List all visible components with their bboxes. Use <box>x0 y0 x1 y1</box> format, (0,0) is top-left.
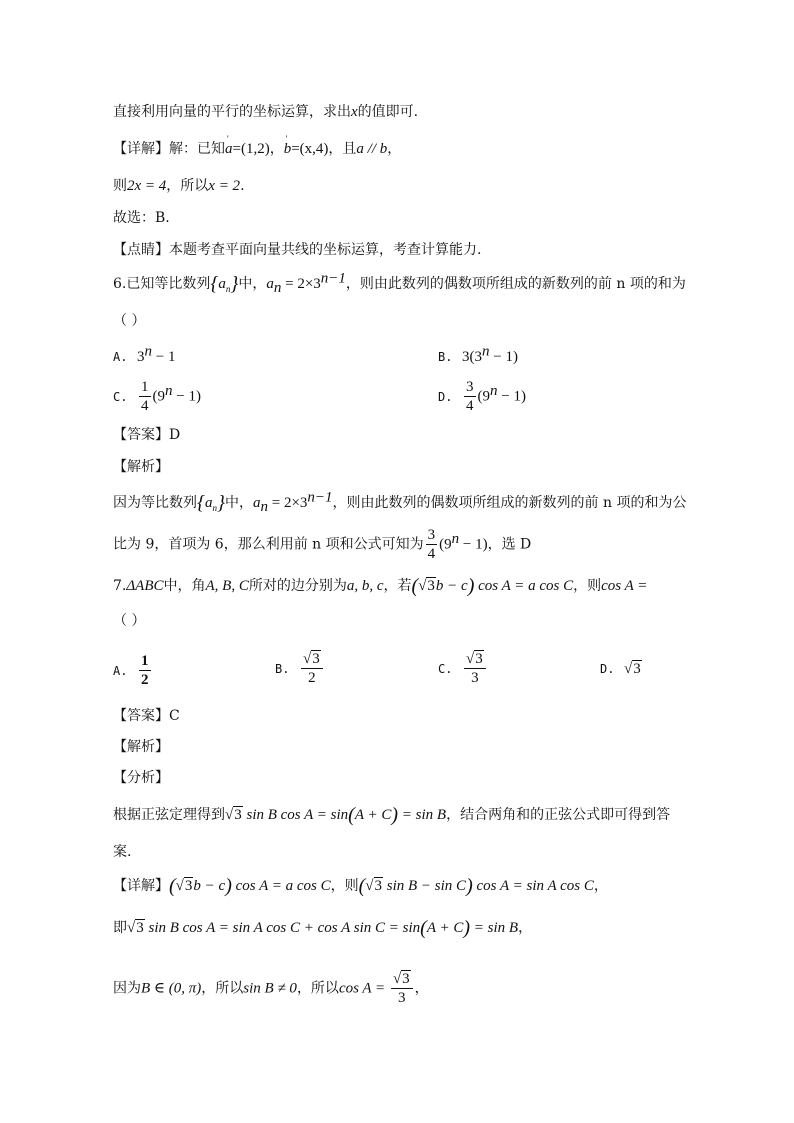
math-exp: n <box>144 343 152 360</box>
detail-line: 因为B ∈ (0, π)，所以sin B ≠ 0，所以cos A = $\frac{√3}{3}$ ， <box>113 971 429 1006</box>
math-expr: (9 <box>477 388 490 405</box>
option-label: D. <box>600 662 615 676</box>
section-heading: 【答案】 <box>113 708 169 724</box>
text: ，则由此数列的偶数项所组成的新数列的前 n 项的和为公 <box>332 495 687 511</box>
text: ，则由此数列的偶数项所组成的新数列的前 n 项的和为 <box>345 276 686 292</box>
math-expr: ΔABC <box>126 578 164 594</box>
math-expr: =(1,2) <box>232 141 270 157</box>
option-a <box>113 343 176 367</box>
answer-value: C <box>169 708 180 724</box>
comment-line <box>113 240 481 260</box>
option-b <box>275 650 325 687</box>
explanation-line: 比为 9，首项为 6，那么利用前 n 项和公式可知为 $\frac{3}{4}$ $(9^n - 1)$，选 D <box>113 527 532 562</box>
math-expr: a // b <box>356 141 388 157</box>
fraction: $\frac{√3}{2}$ <box>301 650 323 687</box>
option-label: B. <box>275 661 290 676</box>
text: ，则 <box>573 578 602 594</box>
analysis-heading <box>113 768 169 788</box>
text: 直接利用向量的平行的坐标运算，求出 <box>113 104 351 120</box>
math-expr: =(x,4) <box>291 141 329 157</box>
text: （ ） <box>113 613 146 629</box>
math-expr: = 2×3 <box>281 276 321 292</box>
explanation-line: 因为等比数列$\{a_n\}$中，$a_n = 2\times 3^{n-1}$，则由此数列的偶数项所组成的新数列的前 n 项的和为公 <box>113 489 687 515</box>
text: ，所以 <box>296 980 339 997</box>
math-sub: n <box>225 284 231 294</box>
fraction: $\frac{1}{4}$ <box>141 379 149 414</box>
text: 根据正弦定理得到 <box>113 807 225 823</box>
fraction: $\frac{√3}{3}$ <box>464 650 486 687</box>
question-7: 7.ΔABC中，角A, B, C所对的边分别为a, b, c，若(√3b − c) cos A = a cos C，则cos A = <box>113 575 648 597</box>
text: ，且 <box>328 141 357 157</box>
text: （ ） <box>113 313 146 329</box>
question-paren <box>113 311 145 331</box>
math-expr: − 1 <box>152 349 176 365</box>
section-heading: 【解析】 <box>113 459 169 475</box>
question-paren <box>113 611 145 631</box>
math-var: a <box>218 276 226 292</box>
math-exp: n <box>482 343 490 360</box>
option-label: C. <box>113 389 128 404</box>
math-expr: 3 <box>633 661 641 677</box>
text: ，结合两角和的正弦公式即可得到答 <box>446 807 671 823</box>
section-heading: 【分析】 <box>113 770 169 786</box>
option-label: D. <box>438 389 453 404</box>
math-expr: 3(3 <box>462 349 482 365</box>
vector-b: ' b <box>284 139 292 159</box>
text: 中，角 <box>163 578 206 594</box>
text: 比为 9，首项为 6，那么利用前 n 项和公式可知为 <box>113 536 424 553</box>
math-var: a <box>266 276 274 292</box>
option-c <box>113 378 201 415</box>
option-label: A. <box>113 663 128 678</box>
text: 所对的边分别为 <box>248 578 347 594</box>
detail-line: 【详解】解：已知' a=(1,2)，' b=(x,4)，且a // b， <box>113 139 401 159</box>
detail-line: 即√3 sin B cos A = sin A cos C + cos A sin C = sin(A + C) = sin B， <box>113 917 533 939</box>
text: 故选：B. <box>113 210 170 226</box>
text: 的值即可. <box>357 104 419 120</box>
option-d: D. √3 <box>600 661 641 677</box>
option-label: A. <box>113 350 128 364</box>
text-line <box>113 102 418 122</box>
math-sub: n <box>273 279 282 296</box>
option-b <box>438 343 518 367</box>
text-line <box>113 208 170 228</box>
math-expr: 3 <box>137 349 145 365</box>
math-expr: − 1) <box>172 388 201 405</box>
analysis-heading <box>113 737 169 757</box>
math-expr: (9 <box>152 388 165 405</box>
math-var: x <box>351 104 358 120</box>
text: 本题考查平面向量共线的坐标运算，考查计算能力. <box>169 242 482 258</box>
text: 解：已知 <box>169 141 225 157</box>
text-line <box>113 176 245 196</box>
math-expr: A, B, C <box>205 578 249 594</box>
fraction: $\frac{3}{4}$ <box>427 527 436 562</box>
text: 即 <box>113 920 127 936</box>
section-heading: 【详解】 <box>113 878 169 894</box>
math-exp: n <box>165 382 173 399</box>
answer-line <box>113 706 180 726</box>
section-heading: 【详解】 <box>113 141 169 157</box>
analysis-heading <box>113 457 169 477</box>
text: ，若 <box>383 578 412 594</box>
fraction: $\frac{3}{4}$ <box>466 379 474 414</box>
fraction: $\frac{√3}{3}$ <box>391 970 413 1007</box>
vector-a: ' a <box>225 139 233 159</box>
option-d <box>438 378 526 415</box>
math-exp: n <box>490 382 498 399</box>
math-expr: − 1) <box>489 349 518 365</box>
section-heading: 【解析】 <box>113 739 169 755</box>
math-expr: a, b, c <box>346 578 384 594</box>
text: . <box>240 178 245 194</box>
fraction: $\frac{1}{2}$ <box>141 653 149 688</box>
math-expr: 2x = 4 <box>127 178 167 194</box>
text: 案. <box>113 844 132 860</box>
option-label: B. <box>438 350 453 364</box>
text: ，则 <box>330 878 359 894</box>
math-expr: x = 2 <box>208 178 241 194</box>
answer-value: D <box>169 427 181 443</box>
math-expr: cos A = <box>601 578 648 594</box>
section-heading: 【点睛】 <box>113 242 169 258</box>
text: 因为 <box>113 980 141 997</box>
text: 因为等比数列 <box>113 495 197 511</box>
text: 则 <box>113 178 127 194</box>
analysis-line: 根据正弦定理得到√3 sin B cos A = sin(A + C) = sin B，结合两角和的正弦公式即可得到答 <box>113 804 671 826</box>
math-exp: n−1 <box>320 270 346 287</box>
text: 6.已知等比数列 <box>113 276 211 292</box>
option-a <box>113 652 153 689</box>
text: ，所以 <box>166 178 209 194</box>
text: 7. <box>113 578 127 594</box>
option-label: C. <box>438 661 453 676</box>
option-c <box>438 650 488 687</box>
text: ，选 D <box>487 536 532 553</box>
text: ， <box>414 980 429 997</box>
text: ，所以 <box>201 980 244 997</box>
answer-line <box>113 425 180 445</box>
question-6: 6.已知等比数列$\{a_n\}$中，$a_n = 2\times 3^{n-1}$，则由此数列的偶数项所组成的新数列的前 n 项的和为 <box>113 270 686 296</box>
section-heading: 【答案】 <box>113 427 169 443</box>
math-expr: − 1) <box>497 388 526 405</box>
detail-line: 【详解】(√3b − c) cos A = a cos C，则(√3 sin B − sin C) cos A = sin A cos C， <box>113 875 608 897</box>
analysis-line <box>113 842 131 862</box>
